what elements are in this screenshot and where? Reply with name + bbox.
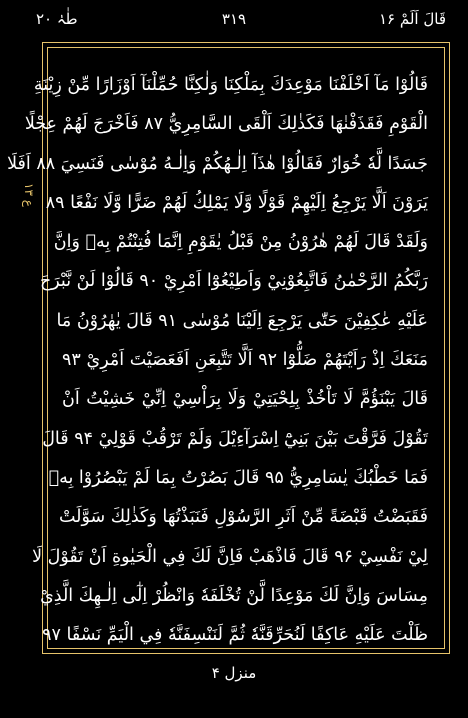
text-line: قَالُوْا مَآ اَخْلَفْنَا مَوْعِدَكَ بِمَلْكِنَا وَلٰكِنَّا حُمِّلْنَآ اَوْزَارًا مِّنْ زِيْنَةِ — [33, 75, 428, 95]
page-number: ۳۱۹ — [221, 10, 247, 28]
text-line: عَلَيْهِ عٰكِفِيْنَ حَتّٰى يَرْجِعَ اِلَيْنَا مُوْسٰى ۹۱ قَالَ يٰهٰرُوْنُ مَا — [56, 310, 428, 331]
text-line: فَمَا خَطْبُكَ يٰسَامِرِيُّ ۹۵ قَالَ بَصُرْتُ بِمَا لَمْ يَبْصُرُوْا بِهٖ — [48, 467, 428, 488]
text-line: لِيْ نَفْسِيْ ۹۶ قَالَ فَاذْهَبْ فَاِنَّ لَكَ فِي الْحَيٰوةِ اَنْ تَقُوْلَ لَا — [32, 546, 428, 567]
text-line: رَبَّكُمُ الرَّحْمٰنُ فَاتَّبِعُوْنِيْ وَاَطِيْعُوْٓا اَمْرِيْ ۹۰ قَالُوْا لَنْ نَّبْرَحَ — [39, 271, 428, 292]
text-line: مَنَعَكَ اِذْ رَاَيْتَهُمْ ضَلُّوْٓا ۹۲ اَلَّا تَتَّبِعَنِ اَفَعَصَيْتَ اَمْرِيْ ۹۳ — [62, 350, 428, 371]
text-line: يَرَوْنَ اَلَّا يَرْجِعُ اِلَيْهِمْ قَوْلًا وَّلَا يَمْلِكُ لَهُمْ ضَرًّا وَّلَا نَفْعًا ۸۹ — [45, 192, 428, 213]
text-line: جَسَدًا لَّهٗ خُوَارٌ فَقَالُوْا هٰذَآ اِلٰـهُكُمْ وَاِلٰـهُ مُوْسٰى فَنَسِيَ ۸۸ اَفَلَا — [7, 153, 428, 174]
text-line: ظَلْتَ عَلَيْهِ عَاكِفًا لَنُحَرِّقَنَّهٗ ثُمَّ لَنَنْسِفَنَّهٗ فِي الْيَمِّ نَسْفًا ۹۷ — [42, 625, 428, 646]
manzil-footer: منزل ۴ — [211, 664, 257, 682]
text-line: فَقَبَضْتُ قَبْضَةً مِّنْ اَثَرِ الرَّسُوْلِ فَنَبَذْتُهَا وَكَذٰلِكَ سَوَّلَتْ — [58, 507, 428, 528]
text-line: قَالَ يَبْنَؤُمَّ لَا تَاْخُذْ بِلِحْيَتِيْ وَلَا بِرَاْسِيْ اِنِّيْ خَشِيْتُ اَنْ — [62, 389, 428, 410]
page-header — [0, 6, 468, 36]
text-line: مِسَاسَ وَاِنَّ لَكَ مَوْعِدًا لَّنْ تُخْلَفَهٗ وَانْظُرْ اِلٰٓى اِلٰـهِكَ الَّذِيْ — [40, 585, 428, 606]
surah-name: طٰہٰ ۲۰ — [36, 10, 78, 28]
para-name: قَالَ اَلَمْ ۱۶ — [378, 10, 446, 28]
ruku-marker: ع ۱۳ — [22, 183, 36, 207]
text-line: وَلَقَدْ قَالَ لَهُمْ هٰرُوْنُ مِنْ قَبْلُ يٰقَوْمِ اِنَّمَا فُتِنْتُمْ بِهٖ وَاِنَّ — [53, 232, 428, 253]
text-line: الْقَوْمِ فَقَذَفْنٰهَا فَكَذٰلِكَ اَلْقَى السَّامِرِيُّ ۸۷ فَاَخْرَجَ لَهُمْ عِجْلًا — [24, 114, 428, 135]
text-line: تَقُوْلَ فَرَّقْتَ بَيْنَ بَنِيْٓ اِسْرَآءِيْلَ وَلَمْ تَرْقُبْ قَوْلِيْ ۹۴ قَالَ — [42, 428, 428, 449]
